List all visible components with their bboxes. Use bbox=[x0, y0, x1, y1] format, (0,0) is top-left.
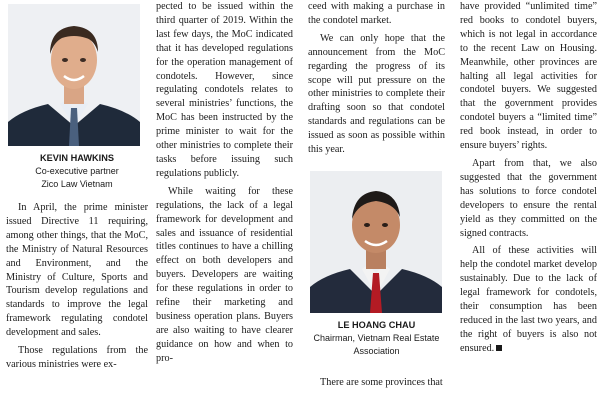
paragraph: have provided “unlimited time” red books to condotel buyers, which is not legal in accordance to the recent Law on Housing. Meanwhile, other provinces are halting all legal activities for condotel buyers. We suggested that the government provides condotel buyers a “limited time” red book instead, in order to ensure buyers’ rights. bbox=[460, 1, 597, 152]
paragraph: There are some provinces that bbox=[320, 376, 443, 388]
paragraph: We can only hope that the announcement from the MoC regarding the progress of its scope will put pressure on the other ministries to complete their drafting soon so that condotel standards and regulations can be issued as soon as possible within this year. bbox=[308, 32, 445, 156]
paragraph: In April, the prime minister issued Directive 11 requiring, among other things, that the MoC, the Ministry of Natural Resources and Environment, and the Ministry of Culture, Sports and Tourism develop regulations and standards to improve the legal framework regulating condotel development and sales. bbox=[6, 202, 148, 339]
article-column-4 bbox=[460, 0, 597, 400]
article-column-2 bbox=[156, 0, 293, 400]
paragraph-final bbox=[460, 244, 597, 355]
portrait-le-hoang-chau bbox=[310, 171, 442, 313]
paragraph: ceed with making a purchase in the condotel market. bbox=[308, 1, 445, 26]
caption-title: Chairman, Vietnam Real Estate Association bbox=[313, 332, 440, 356]
article-column-3 bbox=[308, 0, 445, 400]
caption-title: Co-executive partner bbox=[35, 166, 119, 176]
photo-caption-kevin-hawkins bbox=[6, 152, 148, 191]
paragraph: While waiting for these regulations, the lack of a legal framework for development and sales and issuance of residential titles continues to have a chilling effect on both developers and buyers. Developers are waiting for these regulations in order to refine their marketing and business operation plans. Buyers are also waiting to have clearer guidance on how and when to pro- bbox=[156, 185, 293, 364]
paragraph: Those regulations from the various ministries were ex- bbox=[6, 345, 148, 370]
portrait-kevin-hawkins-image bbox=[8, 4, 140, 146]
portrait-le-hoang-chau-image bbox=[310, 171, 442, 313]
portrait-kevin-hawkins bbox=[8, 4, 140, 146]
photo-caption-le-hoang-chau bbox=[308, 319, 445, 358]
caption-org: Zico Law Vietnam bbox=[41, 179, 113, 189]
paragraph-text: All of these activities will help the condotel market develop sustainably. Due to the lack of legal framework for condotels, their consumption has been reduced in the last two years, and the right of buyers is also not ensured. bbox=[460, 245, 597, 354]
paragraph: pected to be issued within the third quarter of 2019. Within the last few days, the MoC indicated that it has developed regulations for the operation management of condotels. However, since regulating condotels relates to several ministries’ functions, the MoC has been instructed by the prime minister to wait for the other ministries to complete their tasks before issuing such regulations publicly. bbox=[156, 1, 293, 179]
paragraph: Apart from that, we also suggested that the government has solutions to force condotel developers to ensure the rental yield as they committed on the signed contracts. bbox=[460, 157, 597, 239]
caption-name: LE HOANG CHAU bbox=[337, 319, 416, 330]
caption-name: KEVIN HAWKINS bbox=[39, 153, 114, 163]
end-of-article-square-icon bbox=[496, 345, 502, 351]
article-column-1 bbox=[6, 0, 148, 400]
